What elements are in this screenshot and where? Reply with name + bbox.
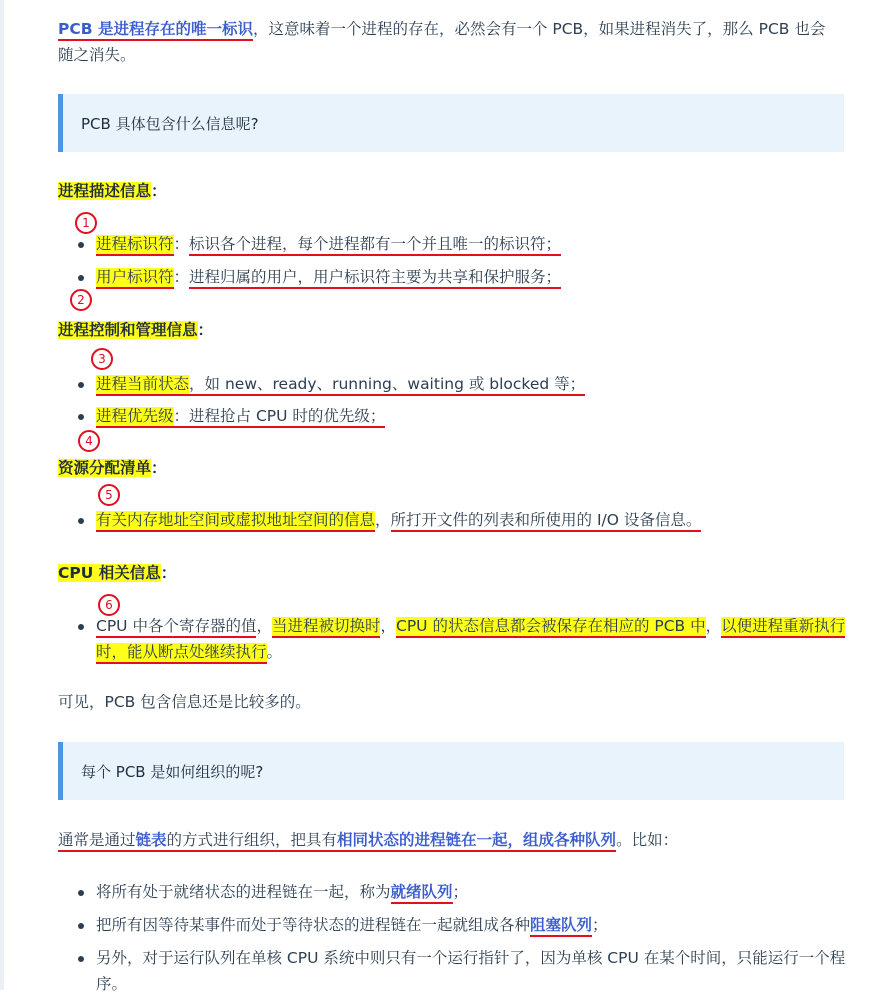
item-text: 进程抢占 CPU 时的优先级； xyxy=(189,407,385,428)
item-key: 进程当前状态 xyxy=(96,375,189,396)
cpu-switch-text: 当进程被切换时 xyxy=(272,617,381,638)
item-key: 进程标识符 xyxy=(96,235,174,256)
item-sep: ， xyxy=(705,617,722,635)
item-sep: ， xyxy=(380,617,396,635)
item-text: 将所有处于就绪状态的进程链在一起，称为 xyxy=(96,883,391,901)
section-cpu-info xyxy=(58,560,176,586)
section-resource-list-title: 资源分配清单 xyxy=(58,459,152,477)
item-sep: ： xyxy=(173,268,190,286)
list-item xyxy=(58,371,838,397)
section-process-control xyxy=(58,317,213,343)
section-resource-list xyxy=(58,455,167,481)
organization-paragraph xyxy=(58,827,838,853)
callout-pcb-organization-text: 每个 PCB 是如何组织的呢? xyxy=(81,762,264,781)
annotation-6-icon: 6 xyxy=(98,594,120,616)
list-item xyxy=(58,264,838,290)
resource-list xyxy=(58,507,838,533)
cpu-info-list xyxy=(58,613,848,665)
annotation-1-icon: 1 xyxy=(75,212,97,234)
section-colon: ： xyxy=(197,321,214,339)
item-sep: ， xyxy=(375,511,391,529)
queue-list xyxy=(58,879,848,997)
list-item xyxy=(58,879,848,905)
section-process-description-title: 进程描述信息 xyxy=(58,182,152,200)
item-sep: ； xyxy=(592,916,608,934)
callout-pcb-contents-text: PCB 具体包含什么信息呢? xyxy=(81,114,259,133)
item-text: 标识各个进程，每个进程都有一个并且唯一的标识符； xyxy=(189,235,561,256)
process-description-list xyxy=(58,231,838,290)
left-gutter xyxy=(0,0,4,990)
annotation-3-icon: 3 xyxy=(91,348,113,370)
blocked-queue-link[interactable]: 阻塞队列 xyxy=(530,916,592,937)
item-sep: ： xyxy=(173,235,190,253)
section-cpu-info-title: CPU 相关信息 xyxy=(58,564,161,582)
list-item xyxy=(58,912,848,938)
linked-list-link[interactable]: 链表 xyxy=(136,831,167,852)
cpu-registers-text: CPU 中各个寄存器的值 xyxy=(96,617,256,638)
section-colon: ： xyxy=(160,564,177,582)
item-sep: ， xyxy=(189,375,205,396)
intro-paragraph xyxy=(58,16,828,68)
intro-strong: PCB 是进程存在的唯一标识 xyxy=(58,20,253,41)
section-colon: ： xyxy=(151,182,167,200)
list-item xyxy=(58,613,848,665)
org-text-c: 的方式进行组织，把具有 xyxy=(167,831,338,852)
item-text: 把所有因等待某事件而处于等待状态的进程链在一起就组成各种 xyxy=(96,916,531,934)
org-text-e: 。比如： xyxy=(616,831,679,849)
summary-paragraph: 可见，PCB 包含信息还是比较多的。 xyxy=(58,693,311,711)
item-text: 如 new、ready、running、waiting 或 blocked 等； xyxy=(205,375,586,396)
item-sep: ， xyxy=(256,617,272,635)
item-sep: 。 xyxy=(266,643,283,661)
callout-pcb-contents xyxy=(58,94,844,152)
item-text: 另外，对于运行队列在单核 CPU 系统中则只有一个运行指针了，因为单核 CPU 在某个时间，只能运行一个程序。 xyxy=(96,949,846,993)
item-text: 所打开文件的列表和所使用的 I/O 设备信息。 xyxy=(391,511,702,532)
section-process-control-title: 进程控制和管理信息 xyxy=(58,321,198,339)
section-process-description xyxy=(58,178,167,204)
item-key: 有关内存地址空间或虚拟地址空间的信息 xyxy=(96,511,375,532)
annotation-2-icon: 2 xyxy=(70,289,92,311)
annotation-4-icon: 4 xyxy=(78,430,100,452)
list-item xyxy=(58,945,848,997)
item-sep: ； xyxy=(452,883,469,901)
item-text: 进程归属的用户，用户标识符主要为共享和保护服务； xyxy=(189,268,561,289)
same-state-queues-link[interactable]: 相同状态的进程链在一起，组成各种队列 xyxy=(337,831,616,852)
list-item xyxy=(58,403,838,429)
org-text-a: 通常是通过 xyxy=(58,831,136,852)
section-colon: ： xyxy=(151,459,167,477)
list-item xyxy=(58,507,838,533)
item-key: 进程优先级 xyxy=(96,407,174,428)
process-control-list xyxy=(58,371,838,429)
ready-queue-link[interactable]: 就绪队列 xyxy=(391,883,453,904)
intro-rest: ，这意味着一个进程的存在，必然会有一个 PCB，如果进程消失了，那么 PCB 也会随之消失。 xyxy=(58,20,826,64)
callout-pcb-organization xyxy=(58,742,844,800)
cpu-resume-text: 以便进程重新执行时，能从断点处继续执行 xyxy=(96,617,845,664)
cpu-state-saved-text: CPU 的状态信息都会被保存在相应的 PCB 中 xyxy=(396,617,706,638)
item-key: 用户标识符 xyxy=(96,268,174,289)
annotation-5-icon: 5 xyxy=(98,484,120,506)
list-item xyxy=(58,231,838,257)
item-sep: ： xyxy=(174,407,190,428)
